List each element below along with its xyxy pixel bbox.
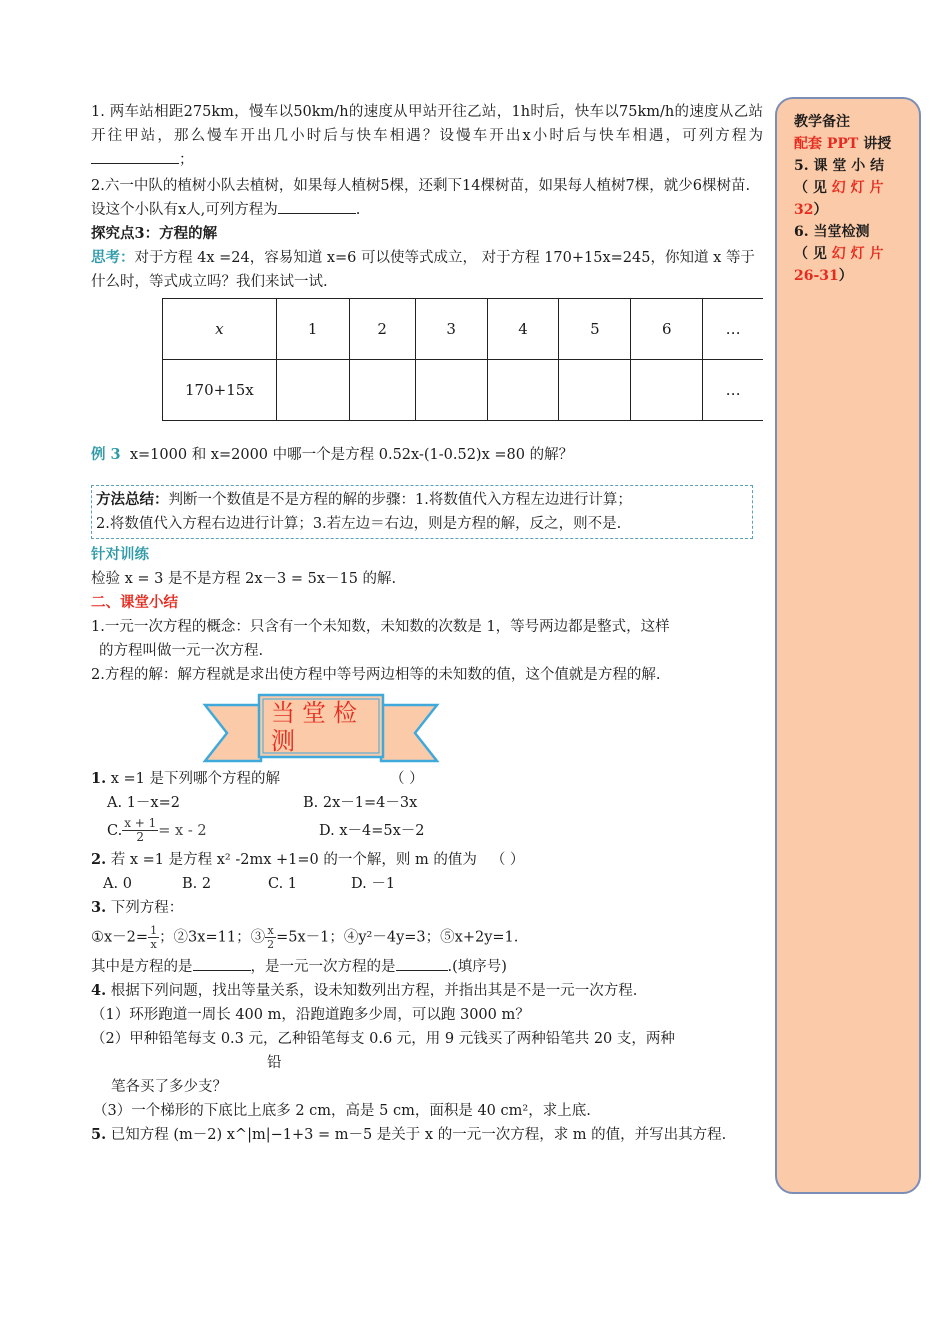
method-summary-box [91,485,753,539]
ppt-label-tail: 讲授 [858,136,892,152]
example-3-text: x=1000 和 x=2000 中哪一个是方程 0.52x-(1-0.52)x =80 的解？ [129,447,574,463]
table-cell: 6 [631,299,703,360]
answer-paren: （ ） [490,852,525,868]
table-cell: 3 [415,299,487,360]
slide-number: 26-31 [794,268,839,284]
question-3 [91,896,763,920]
table-cell[interactable] [276,360,349,421]
question-number: 4. [91,982,107,999]
fraction-numerator: x [265,924,276,938]
question-5 [91,1123,763,1147]
training-text: 检验 x = 3 是不是方程 2x－3 = 5x－15 的解. [91,571,397,587]
problem-2-blank[interactable] [278,198,356,214]
ppt-label: 配套 PPT [794,136,859,152]
fraction-denominator: x [150,938,157,951]
explore-3-heading: 探究点3：方程的解 [91,225,218,242]
fill-blank-b[interactable] [396,955,448,971]
slide-number: 32 [794,202,814,218]
paren-open: （ 见 [794,246,832,262]
paren-open: （ 见 [794,180,832,196]
test-banner [91,691,763,765]
question-1-options-cd [91,817,763,844]
equation-1: ①x－2= [91,929,149,946]
teaching-notes-line: 6. 当堂检测 [794,224,870,240]
example-3 [91,443,763,467]
question-number: 2. [91,851,107,868]
fill-prompt-a: 其中是方程的是 [91,959,193,975]
table-cell[interactable] [631,360,703,421]
equations-2-3: ；②3x=11；③ [159,929,266,946]
question-4-part-2-wrap: 铅 [267,1055,282,1071]
option-d[interactable]: D. －1 [351,876,396,892]
question-2 [91,848,763,872]
table-cell: 170+15x [163,360,277,421]
banner-title: 当堂检测 [271,699,364,755]
example-3-label: 例 3 [91,446,121,463]
option-b[interactable]: B. 2 [182,876,212,892]
method-line-1 [96,488,748,512]
table-row [163,299,764,360]
option-c-label: C. [107,822,123,839]
problem-1-end: ； [179,152,194,168]
fraction-numerator: x + 1 [124,816,157,830]
fraction-denominator: 2 [136,830,145,844]
question-4-part-1: （1）环形跑道一周长 400 m，沿跑道跑多少周，可以跑 3000 m？ [91,1007,530,1023]
fraction [148,924,159,951]
think-paragraph [91,246,763,294]
question-4-part-2-cont: 笔各买了多少支？ [111,1079,227,1095]
slide-label: 幻 灯 片 [831,180,884,196]
fill-blank-a[interactable] [193,955,251,971]
teaching-notes [794,111,909,287]
question-3-text: 下列方程： [106,900,184,916]
table-cell: … [703,299,763,360]
option-a[interactable]: A. 0 [103,876,132,892]
think-text: 对于方程 4x =24，容易知道 x=6 可以使等式成立， 对于方程 170+15x=245，你知道 x 等于什么时，等式成立吗？我们来试一试. [91,250,755,290]
fraction [122,817,158,844]
problem-2-end: . [355,202,361,218]
teaching-notes-line: 5. 课 堂 小 结 [794,158,885,174]
teaching-notes-line [794,133,909,155]
option-c-rhs: = x - 2 [158,822,207,839]
question-number: 5. [91,1126,107,1143]
table-cell: x [163,299,277,360]
worksheet-main [91,100,763,1147]
summary-item-2: 2.方程的解：解方程就是求出使方程中等号两边相等的未知数的值，这个值就是方程的解. [91,667,661,683]
fraction-numerator: 1 [150,924,158,937]
table-cell[interactable] [487,360,559,421]
question-2-text: 若 x =1 是方程 x² -2mx +1=0 的一个解，则 m 的值为 [106,852,477,868]
method-line-2: 2.将数值代入方程右边进行计算；3.若左边＝右边，则是方程的解，反之，则不是. [96,516,622,532]
question-number: 1. [91,770,107,787]
teaching-notes-line [794,199,909,221]
option-d[interactable]: D. x－4=5x－2 [319,822,425,839]
fraction [265,924,276,951]
problem-1 [91,100,763,172]
teaching-notes-line [794,177,909,199]
question-5-text: 已知方程 (m－2) x^|m|−1+3 = m－5 是关于 x 的一元一次方程，求 m 的值，并写出其方程. [106,1127,727,1143]
summary-item-1: 1.一元一次方程的概念：只含有一个未知数，未知数的次数是 1，等号两边都是整式，这样 [91,619,670,635]
paren-close: ） [813,202,828,218]
slide-label: 幻 灯 片 [831,246,884,262]
problem-2 [91,174,763,222]
method-line-1-text: 判断一个数值是不是方程的解的步骤：1.将数值代入方程左边进行计算； [168,492,632,508]
summary-heading: 二、课堂小结 [91,594,178,611]
option-c[interactable] [107,817,319,844]
table-cell[interactable] [349,360,415,421]
teaching-notes-title: 教学备注 [794,114,850,130]
fill-prompt-c: .(填序号) [447,959,507,975]
table-cell: 5 [559,299,631,360]
answer-paren: （ ） [390,771,424,787]
question-4 [91,979,763,1003]
table-cell: 2 [349,299,415,360]
method-label: 方法总结： [96,491,169,508]
option-c[interactable]: C. 1 [268,876,298,892]
paren-close: ） [838,268,853,284]
table-cell: 1 [276,299,349,360]
question-4-text: 根据下列问题，找出等量关系，设未知数列出方程，并指出其是不是一元一次方程. [106,983,638,999]
table-cell[interactable] [415,360,487,421]
question-4-part-3: （3）一个梯形的下底比上底多 2 cm，高是 5 cm，面积是 40 cm²，求上底. [93,1103,591,1119]
problem-1-text: 1. 两车站相距275km，慢车以50km/h的速度从甲站开往乙站，1h时后，快车以75km/h的速度从乙站开往甲站，那么慢车开出几小时后与快车相遇？设慢车开出x小时后与快车相遇，可列方程为 [91,104,763,144]
teaching-notes-sidebar [775,97,921,1194]
table-cell[interactable] [559,360,631,421]
question-1 [91,767,763,791]
fraction-denominator: 2 [267,938,275,951]
think-label: 思考： [91,249,135,266]
question-1-text: x =1 是下列哪个方程的解 [106,771,281,787]
table-cell: 4 [487,299,559,360]
fill-prompt-b: ，是一元一次方程的是 [250,959,396,975]
question-number: 3. [91,899,107,916]
question-4-part-2: （2）甲种铅笔每支 0.3 元，乙种铅笔每支 0.6 元，用 9 元钱买了两种铅笔共 20 支，两种 [91,1031,675,1047]
training-heading: 针对训练 [91,546,149,563]
teaching-notes-line [794,265,909,287]
trial-table [162,298,763,421]
option-a[interactable]: A. 1－x=2 [107,795,180,811]
problem-2-text: 2.六一中队的植树小队去植树，如果每人植树5棵，还剩下14棵树苗，如果每人植树7棵，就少6棵树苗.设这个小队有x人,可列方程为 [91,178,751,218]
option-b[interactable]: B. 2x－1=4－3x [303,795,418,811]
problem-1-blank[interactable] [91,148,179,164]
table-row [163,360,764,421]
question-2-options [91,872,763,896]
question-3-equations [91,924,763,951]
summary-item-1-cont: 的方程叫做一元一次方程. [99,643,264,659]
question-3-fill [91,955,763,979]
teaching-notes-line [794,243,909,265]
equations-3-5: =5x－1；④y²－4y=3；⑤x+2y=1. [276,929,519,946]
table-cell: … [703,360,763,421]
question-1-options-ab [91,791,763,815]
